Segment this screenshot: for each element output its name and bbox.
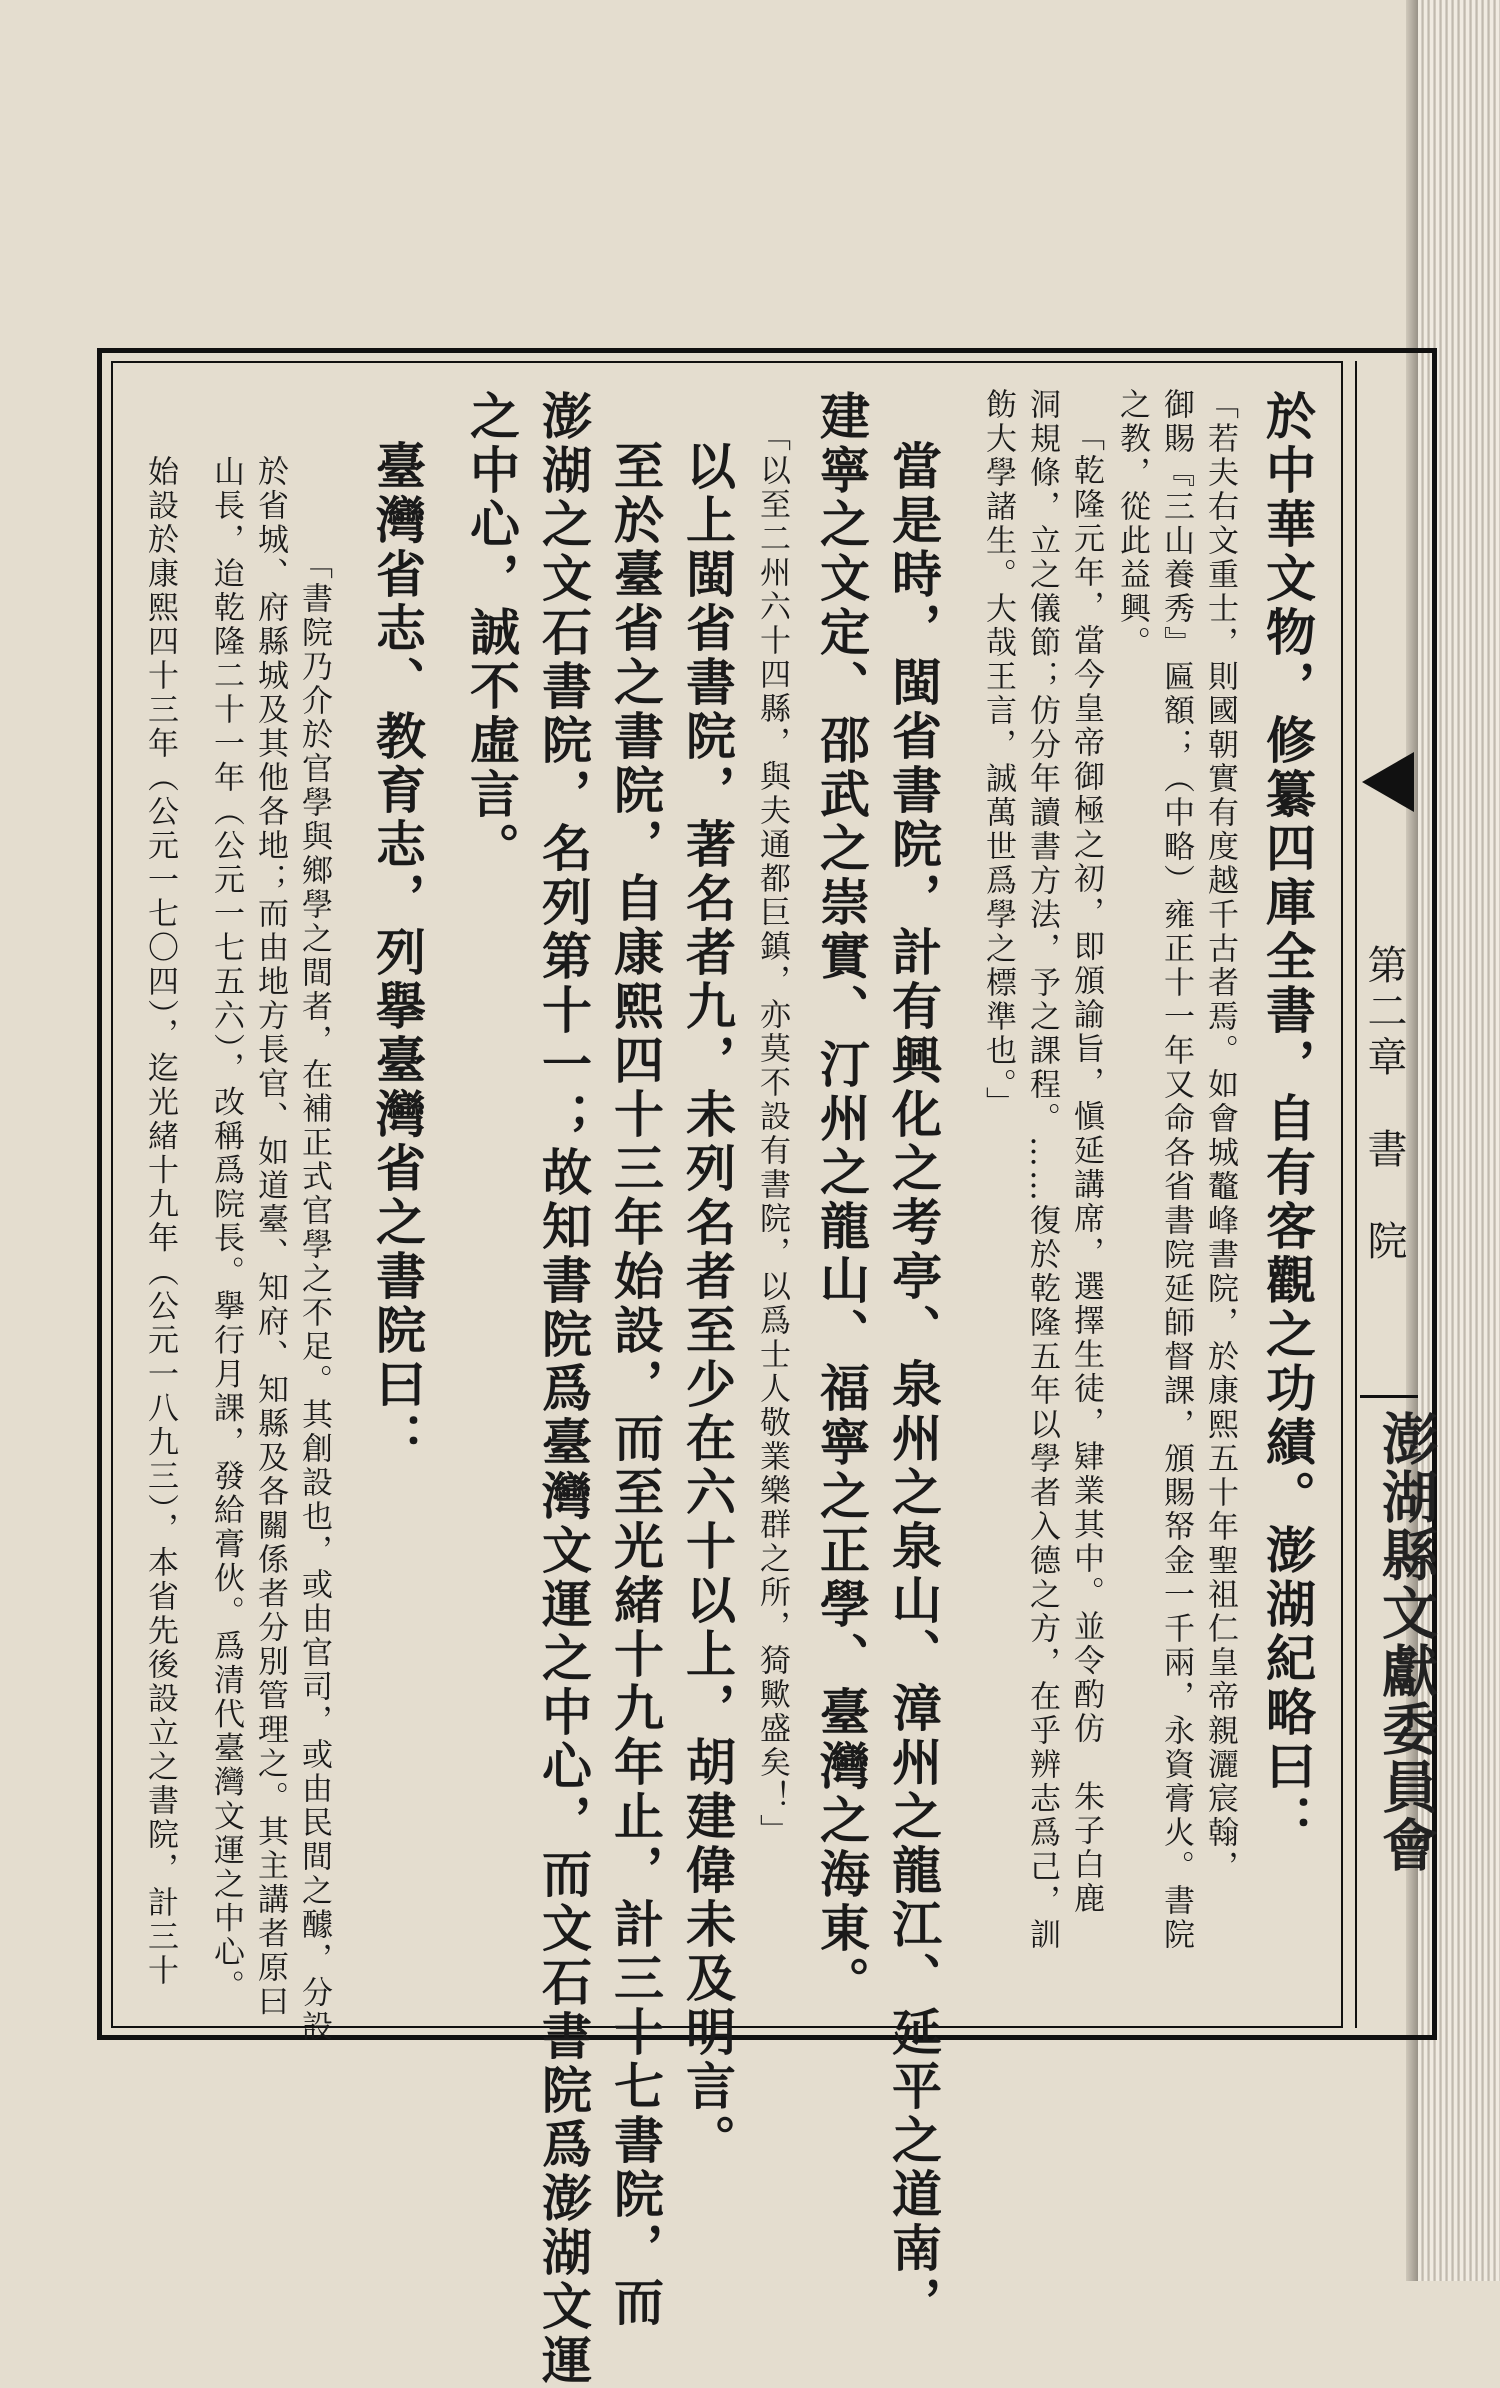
text-column-8: 當是時，閩省書院，計有興化之考亭、泉州之泉山、漳州之龍江、延平之道南， xyxy=(884,440,943,2330)
text-column-19: 始設於康熙四十三年（公元一七〇四），迄光緒十九年（公元一八九三），本省先後設立之書院，計三十 xyxy=(142,455,178,1988)
text-column-9: 建寧之文定、邵武之崇實、汀州之龍山、福寧之正學、臺灣之海東。 xyxy=(812,390,871,2010)
text-column-15: 臺灣省志、教育志，列擧臺灣省之書院曰： xyxy=(368,440,427,1466)
text-column-5: 「乾隆元年，當今皇帝御極之初，即頒諭旨，愼延講席，選擇生徒，肄業其中。並令酌仿 朱子白鹿 xyxy=(1068,420,1104,1916)
text-column-3: 御賜『三山養秀』匾額；（中略）雍正十一年又命各省書院延師督課，頒賜帑金一千兩，永資膏火。書院 xyxy=(1158,388,1194,1952)
text-column-4: 之教，從此益興。 xyxy=(1114,388,1150,660)
chapter-heading: 第二章 書 院 xyxy=(1361,944,1407,1266)
text-column-17: 於省城、府縣城及其他各地；而由地方長官、如道臺、知府、知縣及各關係者分別管理之。其主講者原曰 xyxy=(252,455,288,2019)
text-column-12: 至於臺省之書院，自康熙四十三年始設，而至光緒十九年止，計三十七書院，而 xyxy=(606,440,665,2330)
text-column-6: 洞規條，立之儀節；仿分年讀書方法，予之課程。……復於乾隆五年以學者入德之方，在乎辨志爲己，訓 xyxy=(1024,388,1060,1952)
edge-book-title: 澎湖縣文獻委員會 xyxy=(1373,1410,1439,1874)
text-column-11: 以上閩省書院，著名者九，未列名者至少在六十以上，胡建偉未及明言。 xyxy=(678,440,737,2168)
text-column-14: 之中心，誠不虛言。 xyxy=(462,390,521,876)
text-column-16: 「書院乃介於官學與鄉學之間者，在補正式官學之不足。其創設也，或由官司，或由民間之醵，分設 xyxy=(296,548,332,2044)
chapter-divider xyxy=(1360,1395,1418,1398)
text-column-10: 「以至二州六十四縣，與夫通都巨鎮，亦莫不設有書院，以爲士人敬業樂群之所，猗歟盛矣！」 xyxy=(754,420,790,1848)
text-column-1: 於中華文物，修纂四庫全書，自有客觀之功績。澎湖紀略曰： xyxy=(1258,390,1317,1848)
text-column-18: 山長，迨乾隆二十一年（公元一七五六），改稱爲院長。擧行月課，發給膏伙。爲清代臺灣文運之中心。 xyxy=(208,455,244,2004)
text-column-2: 「若夫右文重士，則國朝實有度越千古者焉。如會城鼇峰書院，於康熙五十年聖祖仁皇帝親灑宸翰， xyxy=(1202,388,1238,1884)
text-column-13: 澎湖之文石書院，名列第十一；故知書院爲臺灣文運之中心，而文石書院爲澎湖文運 xyxy=(534,390,593,2388)
chapter-marker-icon xyxy=(1362,752,1414,812)
text-column-7: 飭大學諸生。大哉王言，誠萬世爲學之標準也。」 xyxy=(980,388,1016,1121)
